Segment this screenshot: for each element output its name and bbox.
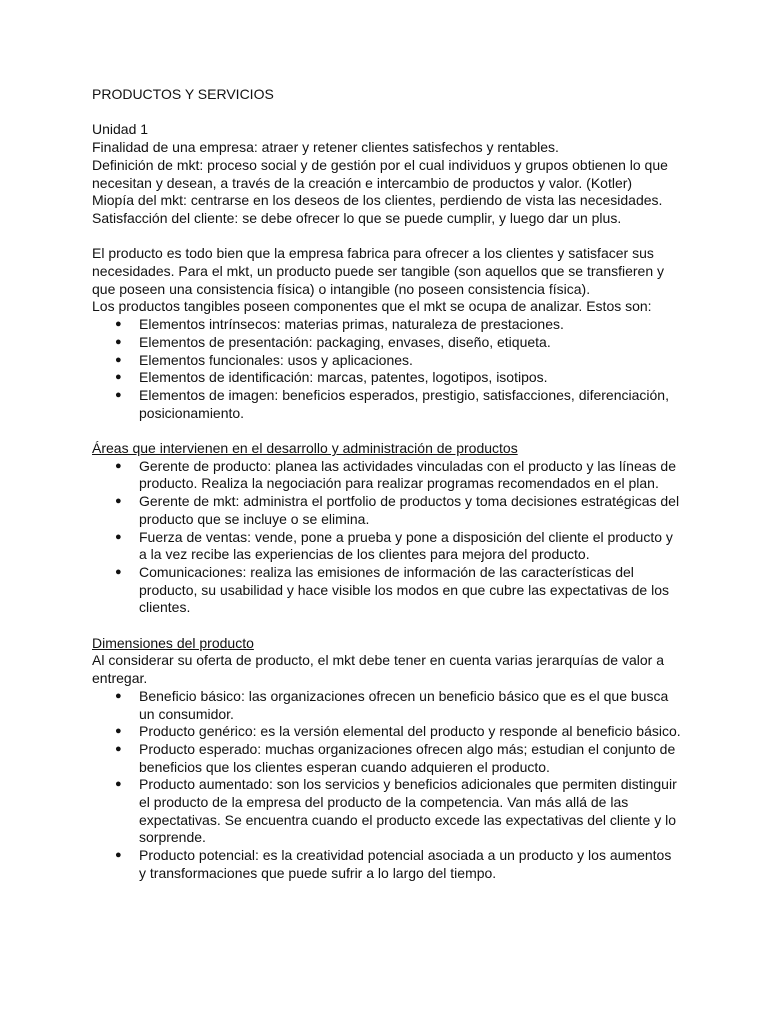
spacer (92, 617, 682, 635)
list-item: ● Producto genérico: es la versión elemental del producto y responde al beneficio básico. (139, 723, 682, 741)
components-list (92, 316, 682, 422)
intro-line: Finalidad de una empresa: atraer y retener clientes satisfechos y rentables. (92, 139, 559, 156)
product-paragraph: El producto es todo bien que la empresa fabrica para ofrecer a los clientes y satisfacer sus necesidades. Para el mkt, un producto puede ser tangible (son aquellos que se transfieren y que poseen una consistencia física) o intangible (no poseen consistencia física). (92, 245, 665, 297)
intro-line: Satisfacción del cliente: se debe ofrecer lo que se puede cumplir, y luego dar un plus. (92, 209, 622, 226)
intro-line: Miopía del mkt: centrarse en los deseos de los clientes, perdiendo de vista las necesidades. (92, 192, 663, 209)
list-item: ● Gerente de producto: planea las actividades vinculadas con el producto y las líneas de producto. Realiza la negociación para realizar programas recomendados en el plan. (139, 458, 682, 493)
list-item: ● Elementos de identificación: marcas, patentes, logotipos, isotipos. (139, 369, 682, 387)
spacer (92, 228, 682, 246)
intro-line: Definición de mkt: proceso social y de gestión por el cual individuos y grupos obtienen lo que necesitan y desean, a través de la creación e intercambio de productos y valor. (Kotler) (92, 156, 668, 191)
dimensions-heading: Dimensiones del producto (92, 634, 254, 651)
list-item: ● Elementos intrínsecos: materias primas, naturaleza de prestaciones. (139, 316, 682, 334)
document-page (92, 86, 682, 883)
list-item: ● Fuerza de ventas: vende, pone a prueba y pone a disposición del cliente el producto y a la vez recibe las experiencias de los clientes para mejora del producto. (139, 529, 682, 564)
areas-heading: Áreas que intervienen en el desarrollo y administración de productos (92, 440, 518, 457)
list-item: ● Producto potencial: es la creatividad potencial asociada a un producto y los aumentos y transformaciones que puede sufrir a lo largo del tiempo. (139, 847, 682, 882)
spacer (92, 422, 682, 440)
spacer (92, 104, 682, 122)
document-title: PRODUCTOS Y SERVICIOS (92, 86, 274, 102)
areas-list (92, 458, 682, 617)
list-item: ● Producto aumentado: son los servicios y beneficios adicionales que permiten distinguir el producto de la empresa del producto de la competencia. Van más allá de las expectativas. Se encuentra cuando el producto excede las expectativas del cliente y lo sorprende. (139, 776, 682, 847)
list-item: ● Elementos funcionales: usos y aplicaciones. (139, 352, 682, 370)
list-item: ● Producto esperado: muchas organizaciones ofrecen algo más; estudian el conjunto de beneficios que los clientes esperan cuando adquieren el producto. (139, 741, 682, 776)
list-item: ● Elementos de imagen: beneficios esperados, prestigio, satisfacciones, diferenciación, posicionamiento. (139, 387, 682, 422)
list-item: ● Comunicaciones: realiza las emisiones de información de las características del producto, su usabilidad y hace visible los modos en que cubre las expectativas de los clientes. (139, 564, 682, 617)
dimensions-intro: Al considerar su oferta de producto, el mkt debe tener en cuenta varias jerarquías de valor a entregar. (92, 652, 664, 687)
list-item: ● Beneficio básico: las organizaciones ofrecen un beneficio básico que es el que busca un consumidor. (139, 688, 682, 723)
unit-label: Unidad 1 (92, 121, 149, 138)
list-item: ● Gerente de mkt: administra el portfolio de productos y toma decisiones estratégicas del producto que se incluye o se elimina. (139, 493, 682, 528)
dimensions-list (92, 688, 682, 883)
components-intro: Los productos tangibles poseen componentes que el mkt se ocupa de analizar. Estos son: (92, 298, 652, 315)
list-item: ● Elementos de presentación: packaging, envases, diseño, etiqueta. (139, 334, 682, 352)
